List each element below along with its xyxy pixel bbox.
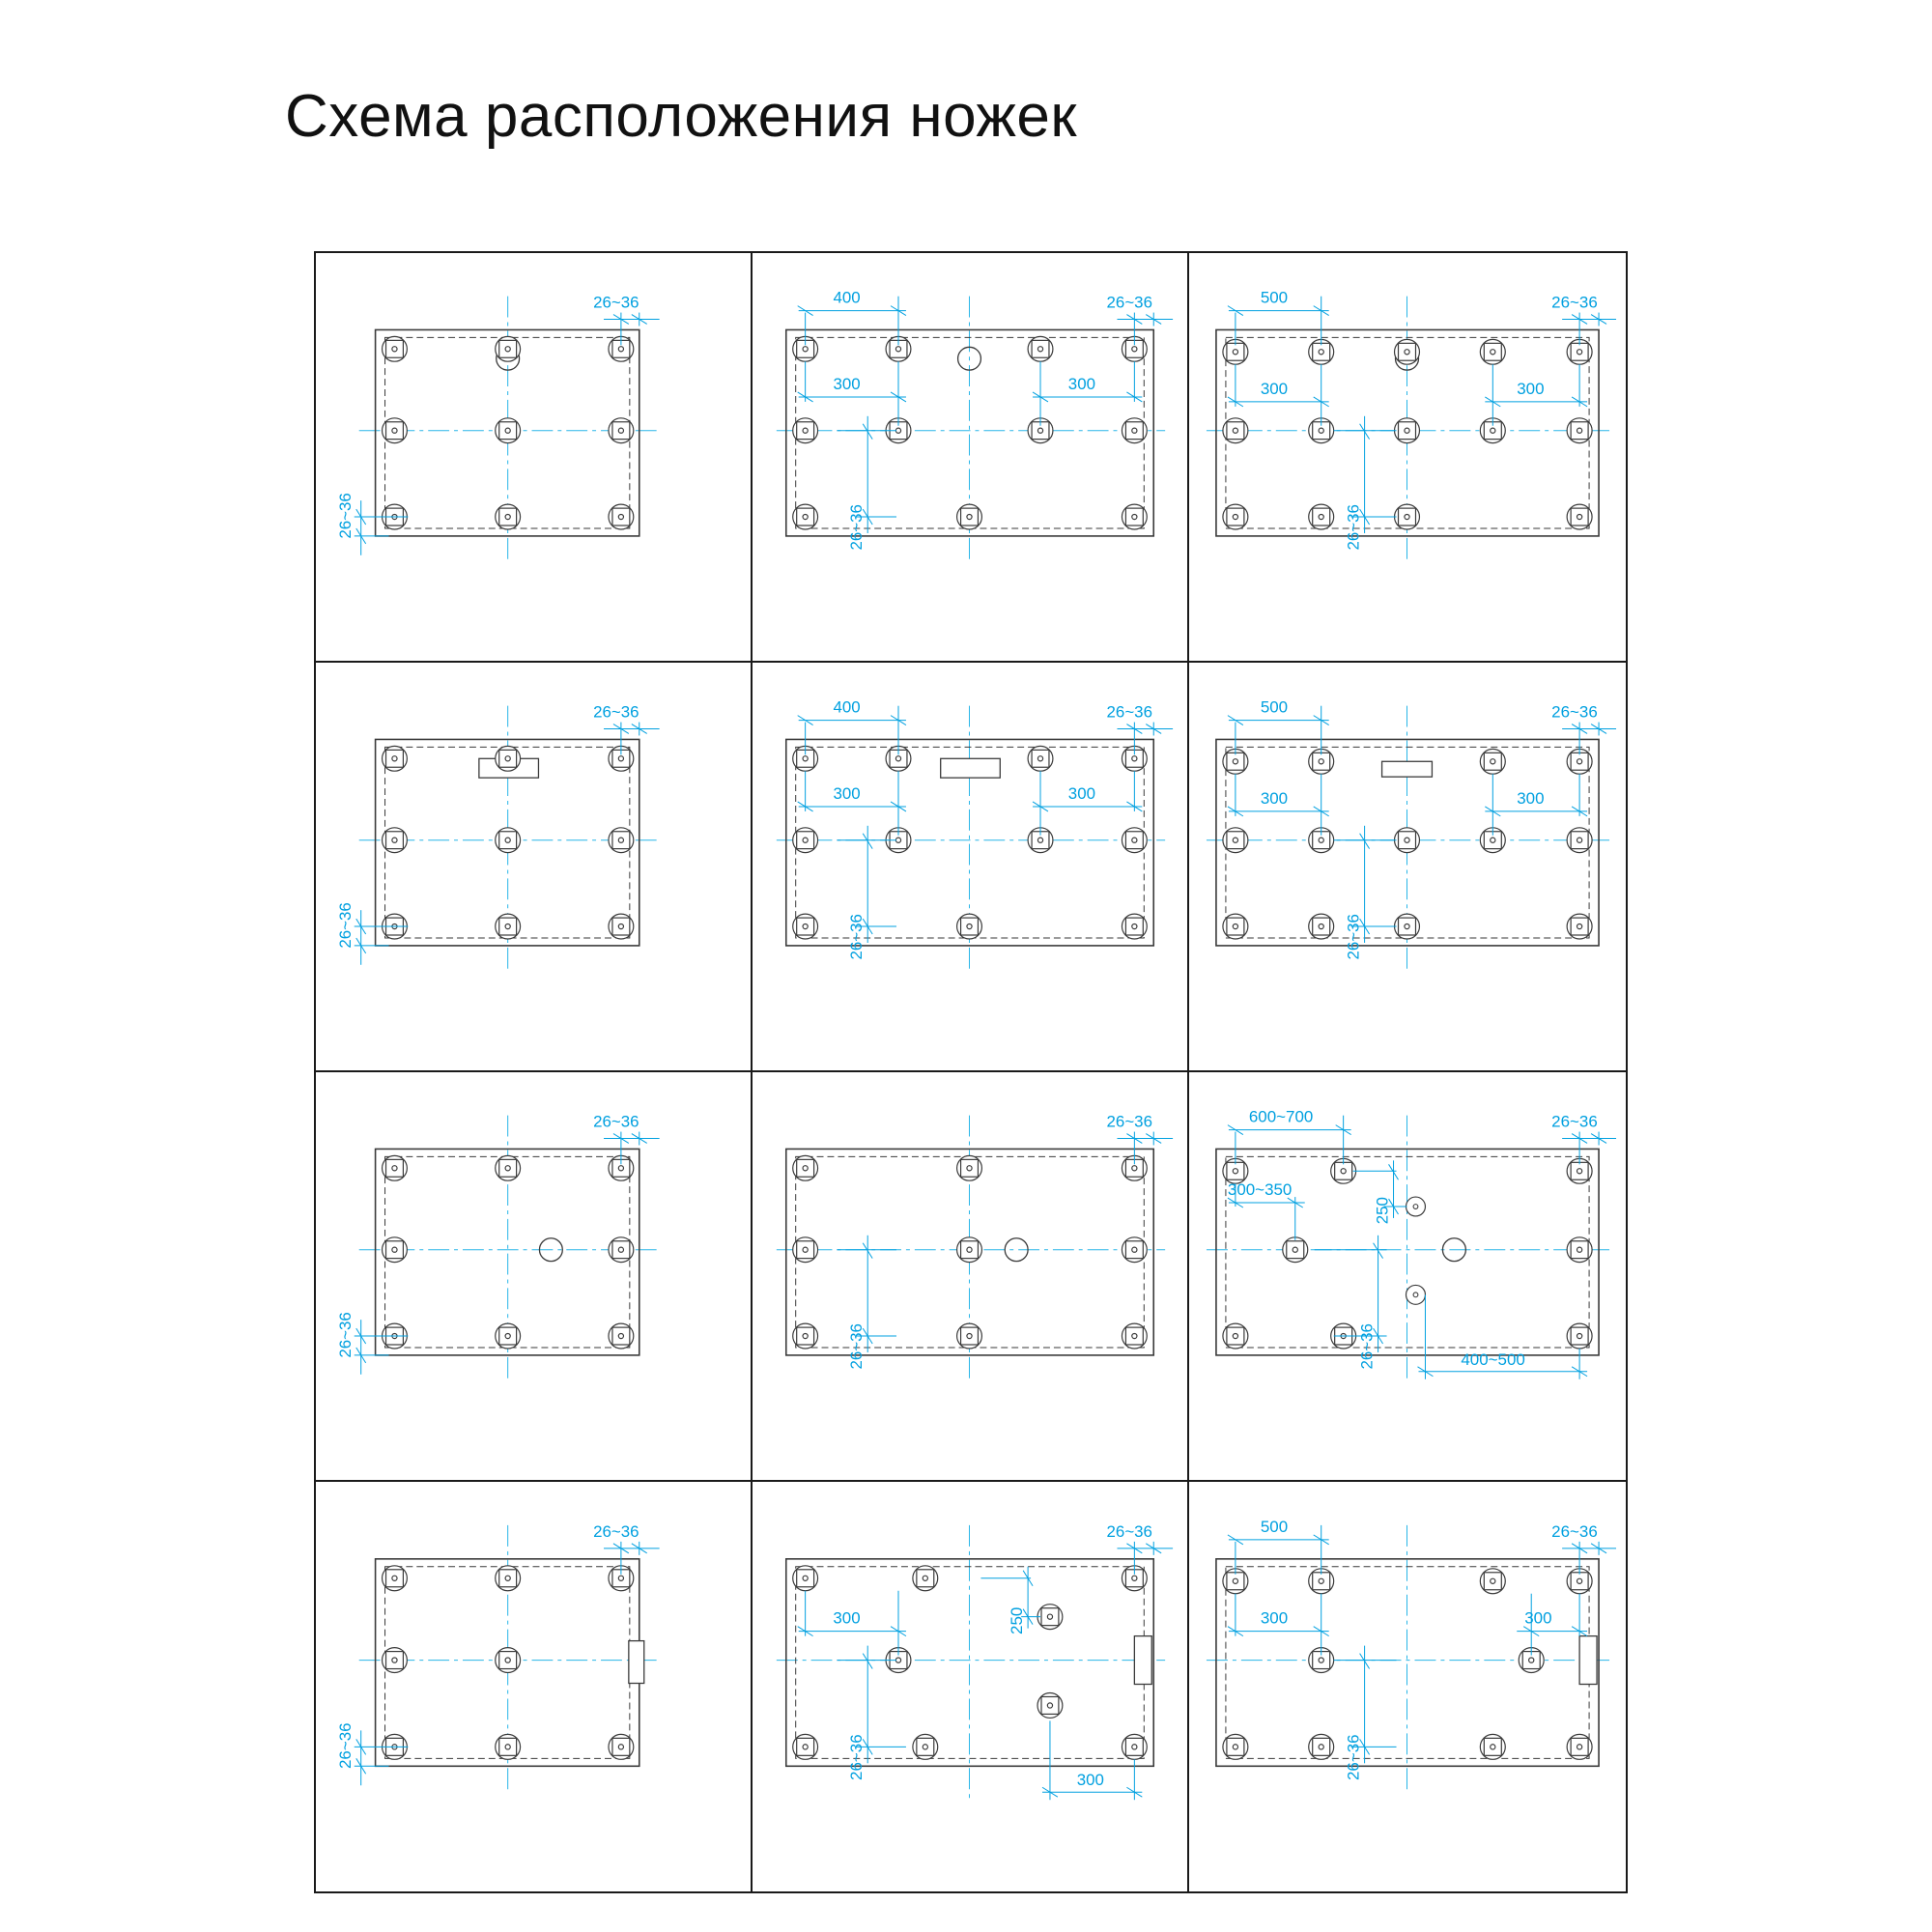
dimension-label: 26~36 (1551, 1521, 1598, 1541)
leg-layout-grid (314, 251, 1628, 1893)
dimension-label: 26~36 (593, 293, 639, 312)
dimension-label: 300 (1260, 1608, 1289, 1628)
dimension-label: 26~36 (847, 914, 867, 960)
dimension-label: 26~36 (1551, 1112, 1598, 1131)
diagram-cell-1-3 (1189, 253, 1626, 663)
dimension-label: 26~36 (847, 504, 867, 551)
dimension-label: 26~36 (1106, 702, 1152, 722)
dimension-label: 300 (833, 1608, 861, 1628)
dimension-label: 400 (833, 288, 861, 307)
dimension-label: 300 (1260, 788, 1289, 808)
dimension-label: 26~36 (1344, 1734, 1363, 1781)
dimension-label: 300 (1260, 379, 1289, 398)
diagram-cell-4-1 (316, 1482, 753, 1891)
dimension-label: 26~36 (335, 1312, 355, 1358)
dimension-label: 26~36 (335, 1722, 355, 1769)
dimension-label: 250 (1373, 1197, 1392, 1225)
dimension-label: 300 (1067, 784, 1095, 803)
diagram-cell-2-3 (1189, 663, 1626, 1072)
dimension-label: 26~36 (593, 1521, 639, 1541)
dimension-label: 300 (1076, 1771, 1104, 1790)
page-title: Схема расположения ножек (285, 83, 1077, 150)
dimension-label: 26~36 (1106, 1521, 1152, 1541)
dimension-label: 300 (1524, 1608, 1552, 1628)
dimension-label: 26~36 (1106, 1112, 1152, 1131)
diagram-cell-1-2 (753, 253, 1189, 663)
diagram-cell-3-2 (753, 1072, 1189, 1482)
diagram-cell-2-1 (316, 663, 753, 1072)
dimension-label: 26~36 (847, 1734, 867, 1780)
diagram-cell-2-2 (753, 663, 1189, 1072)
dimension-label: 26~36 (1551, 293, 1598, 312)
dimension-label: 250 (1008, 1606, 1027, 1634)
dimension-label: 600~700 (1248, 1107, 1314, 1126)
dimension-label: 300 (1067, 375, 1095, 393)
dimension-label: 26~36 (1551, 702, 1598, 722)
dimension-label: 26~36 (1344, 914, 1363, 960)
dimension-label: 500 (1260, 1517, 1289, 1536)
dimension-label: 26~36 (335, 493, 355, 539)
diagram-cell-1-1 (316, 253, 753, 663)
dimension-label: 26~36 (593, 1112, 639, 1131)
dimension-label: 300 (833, 375, 861, 393)
diagram-cell-4-3 (1189, 1482, 1626, 1891)
diagram-cell-4-2 (753, 1482, 1189, 1891)
dimension-label: 26~36 (593, 702, 639, 722)
dimension-label: 26~36 (335, 902, 355, 949)
diagram-cell-3-1 (316, 1072, 753, 1482)
dimension-label: 26~36 (1106, 293, 1152, 312)
diagram-cell-3-3 (1189, 1072, 1626, 1482)
dimension-label: 26~36 (847, 1323, 867, 1370)
dimension-label: 500 (1260, 697, 1289, 717)
dimension-label: 26~36 (1357, 1323, 1377, 1370)
dimension-label: 26~36 (1344, 504, 1363, 551)
dimension-label: 300 (833, 784, 861, 803)
dimension-label: 500 (1260, 288, 1289, 307)
dimension-label: 400 (833, 697, 861, 717)
dimension-label: 400~500 (1461, 1350, 1525, 1369)
dimension-label: 300 (1517, 788, 1545, 808)
dimension-label: 300~350 (1227, 1180, 1293, 1200)
dimension-label: 300 (1517, 379, 1545, 398)
